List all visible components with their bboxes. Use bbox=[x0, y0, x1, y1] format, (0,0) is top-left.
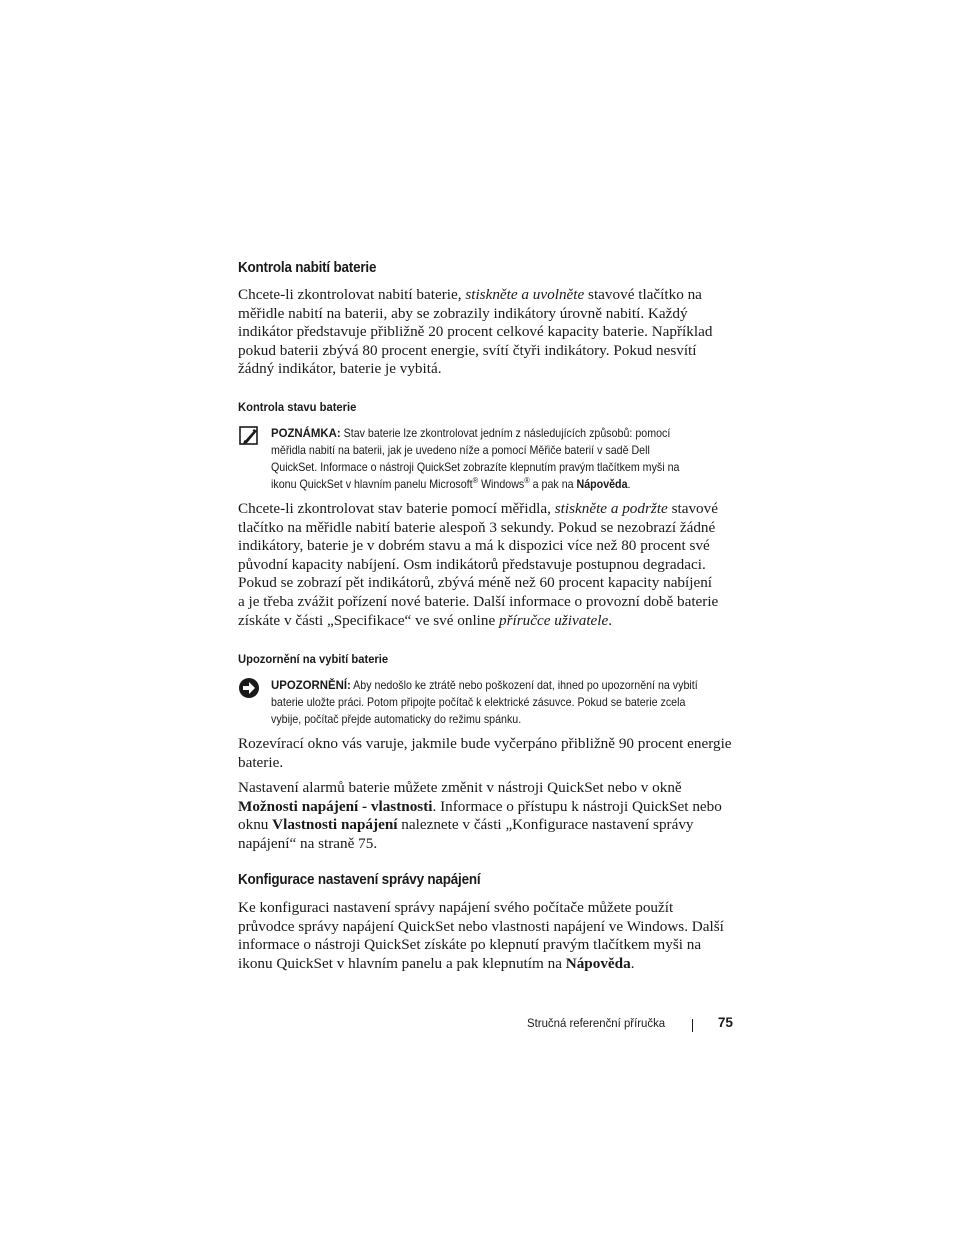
paragraph-battery-health: Chcete-li zkontrolovat stav baterie pomocí měřidla, stiskněte a podržte stavové tlačítko na měřidle nabití baterie alespoň 3 sekundy. Pokud se nezobrazí žádné indikátory, baterie je v dobrém stavu a má k dispozici více než 80 procent své původní kapacity nabíjení. Osm indikátorů představuje postupnou degradaci. Pokud se zobrazí pět indikátorů, zbývá méně než 60 procent kapacity nabíjení a je třeba zvážit pořízení nové baterie. Další informace o provozní době baterie získáte v části „Specifikace“ ve své online příručce uživatele. bbox=[238, 500, 719, 629]
footer-title: Stručná referenční příručka bbox=[526, 1016, 665, 1030]
subsection-heading-battery-health: Kontrola stavu baterie bbox=[238, 400, 357, 414]
note-pencil-icon bbox=[238, 425, 260, 447]
section-heading-battery-charge: Kontrola nabití baterie bbox=[238, 260, 377, 276]
section-heading-power-management: Konfigurace nastavení správy napájení bbox=[238, 872, 481, 888]
paragraph-warning-popup: Rozevírací okno vás varuje, jakmile bude vyčerpáno přibližně 90 procent energie baterie. bbox=[238, 735, 732, 771]
note-box: POZNÁMKA: Stav baterie lze zkontrolovat jedním z následujících způsobů: pomocí měřidla nabití na baterii, jak je uvedeno níže a pomocí Měřiče baterií v sadě Dell QuickSet. Informace o nástroji QuickSet zobrazíte klepnutím pravým tlačítkem myši na ikonu QuickSet v hlavním panelu Microsoft® Windows® a pak na Nápověda. bbox=[238, 425, 738, 493]
notice-label: UPOZORNĚNÍ: bbox=[271, 678, 351, 692]
paragraph-battery-charge: Chcete-li zkontrolovat nabití baterie, stiskněte a uvolněte stavové tlačítko na měřidle nabití na baterii, aby se zobrazily indikátory úrovně nabití. Každý indikátor představuje přibližně 20 procent celkové kapacity baterie. Například pokud baterii zbývá 80 procent energie, svítí čtyři indikátory. Pokud nesvítí žádný indikátor, baterie je vybitá. bbox=[238, 286, 713, 378]
note-label: POZNÁMKA: bbox=[271, 426, 341, 440]
subsection-heading-low-battery-warning: Upozornění na vybití baterie bbox=[238, 652, 389, 666]
paragraph-alarm-settings: Nastavení alarmů baterie můžete změnit v nástroji QuickSet nebo v okně Možnosti napájení - vlastnosti. Informace o přístupu k nástroji QuickSet nebo oknu Vlastnosti napájení naleznete v části „Konfigurace nastavení správy napájení“ na straně 75. bbox=[238, 779, 722, 852]
notice-arrow-icon bbox=[238, 677, 260, 699]
paragraph-power-management: Ke konfiguraci nastavení správy napájení svého počítače můžete použít průvodce správy napájení QuickSet nebo vlastnosti napájení ve Windows. Další informace o nástroji QuickSet získáte po klepnutí pravým tlačítkem myši na ikonu QuickSet v hlavním panelu a pak klepnutím na Nápověda. bbox=[238, 899, 724, 972]
page-footer bbox=[238, 1015, 735, 1035]
footer-separator bbox=[692, 1019, 693, 1032]
page-number: 75 bbox=[717, 1015, 733, 1030]
notice-box: UPOZORNĚNÍ: Aby nedošlo ke ztrátě nebo poškození dat, ihned po upozornění na vybití baterie uložte práci. Potom připojte počítač k elektrické zásuvce. Pokud se baterie zcela vybije, počítač přejde automaticky do režimu spánku. bbox=[238, 677, 738, 728]
